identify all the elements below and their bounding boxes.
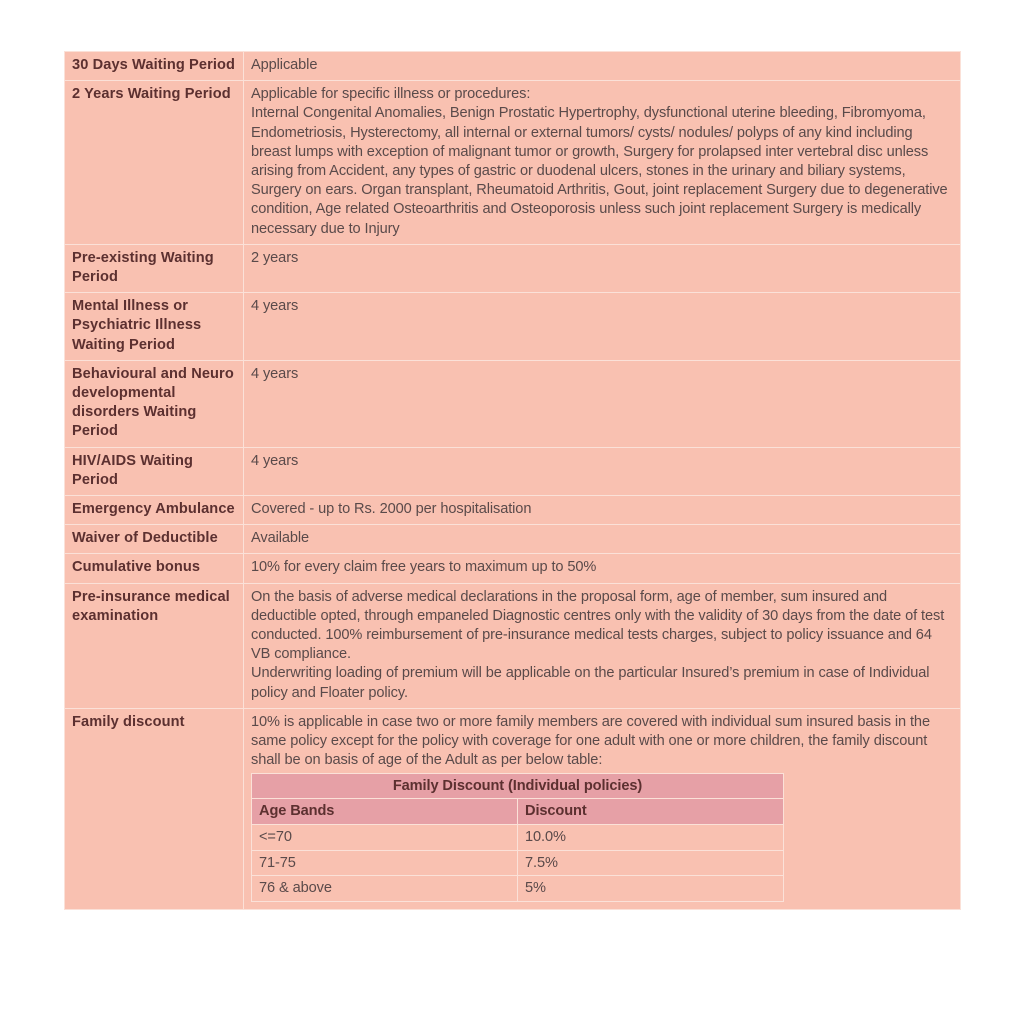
row-value [244, 81, 961, 245]
row-value [244, 525, 961, 554]
row-label: 2 Years Waiting Period [65, 81, 244, 245]
row-value-text: 2 years [251, 249, 299, 266]
row-value [244, 360, 961, 447]
row-value [244, 708, 961, 909]
age-band-cell: 76 & above [252, 876, 518, 902]
age-band-cell: 71-75 [252, 850, 518, 876]
discount-table-title: Family Discount (Individual policies) [252, 773, 784, 799]
table-row [65, 360, 961, 447]
table-row [65, 554, 961, 583]
row-label: Waiver of Deductible [65, 525, 244, 554]
table-row [65, 496, 961, 525]
row-label: Family discount [65, 708, 244, 909]
row-label: Mental Illness or Psychiatric Illness Waiting Period [65, 293, 244, 361]
row-label: Emergency Ambulance [65, 496, 244, 525]
row-value [244, 244, 961, 292]
column-header-discount: Discount [518, 799, 784, 825]
age-band-cell: <=70 [252, 824, 518, 850]
table-row [65, 447, 961, 495]
row-value-text: Underwriting loading of premium will be applicable on the particular Insured’s premium in case of Individual policy and Floater policy. [251, 665, 930, 701]
table-row [65, 244, 961, 292]
table-row [65, 293, 961, 361]
row-label: HIV/AIDS Waiting Period [65, 447, 244, 495]
policy-features-table [64, 51, 961, 910]
row-value [244, 293, 961, 361]
table-row [252, 824, 784, 850]
row-value-text: On the basis of adverse medical declarations in the proposal form, age of member, sum insured and deductible opted, through empaneled Diagnostic centres only with the validity of 30 days from the date of test conducted. 100% reimbursement of pre-insurance medical tests charges, subject to policy issuance and 64 VB compliance. [251, 588, 945, 663]
discount-cell: 5% [518, 876, 784, 902]
table-row [252, 876, 784, 902]
row-value-text: Applicable for specific illness or procedures: [251, 86, 531, 103]
column-header-age-bands: Age Bands [252, 799, 518, 825]
policy-features-table-container [64, 51, 960, 910]
row-value-text: Available [251, 530, 310, 547]
table-row [65, 81, 961, 245]
family-discount-text: 10% is applicable in case two or more family members are covered with individual sum insured basis in the same policy except for the policy with coverage for one adult with one or more children, the family discount shall be on basis of age of the Adult as per below table: [251, 713, 930, 769]
row-value [244, 554, 961, 583]
row-label: Pre-existing Waiting Period [65, 244, 244, 292]
discount-cell: 7.5% [518, 850, 784, 876]
row-value-text: 4 years [251, 298, 299, 315]
discount-cell: 10.0% [518, 824, 784, 850]
discount-title-row [252, 773, 784, 799]
row-value-text: Applicable [251, 57, 318, 73]
table-row-family-discount [65, 708, 961, 909]
row-label: 30 Days Waiting Period [65, 52, 244, 81]
row-value [244, 583, 961, 708]
row-value-text: 4 years [251, 452, 299, 469]
table-row [65, 525, 961, 554]
row-label: Cumulative bonus [65, 554, 244, 583]
table-row [65, 52, 961, 81]
row-value [244, 496, 961, 525]
row-value [244, 447, 961, 495]
discount-header-row [252, 799, 784, 825]
row-value-text: 10% for every claim free years to maximum up to 50% [251, 559, 597, 576]
row-value [244, 52, 961, 81]
table-row [252, 850, 784, 876]
table-row [65, 583, 961, 708]
row-label: Pre-insurance medical examination [65, 583, 244, 708]
row-value-text: Internal Congenital Anomalies, Benign Prostatic Hypertrophy, dysfunctional uterine bleeding, Fibromyoma, Endometriosis, Hysterectomy, all internal or external tumors/ cysts/ nodules/ polyps of any kind including breast lumps with exception of malignant tumor or growth, Surgery for prolapsed inter vertebral disc unless arising from Accident, any types of gastric or duodenal ulcers, stones in the urinary and biliary systems, Surgery on ears. Organ transplant, Rheumatoid Arthritis, Gout, joint replacement Surgery due to degenerative condition, Age related Osteoarthritis and Osteoporosis unless such joint replacement Surgery is medically necessary due to Injury [251, 105, 948, 237]
row-value-text: 4 years [251, 365, 299, 382]
row-value-text: Covered - up to Rs. 2000 per hospitalisation [251, 501, 532, 518]
family-discount-table [251, 773, 784, 903]
row-label: Behavioural and Neuro developmental disorders Waiting Period [65, 360, 244, 447]
